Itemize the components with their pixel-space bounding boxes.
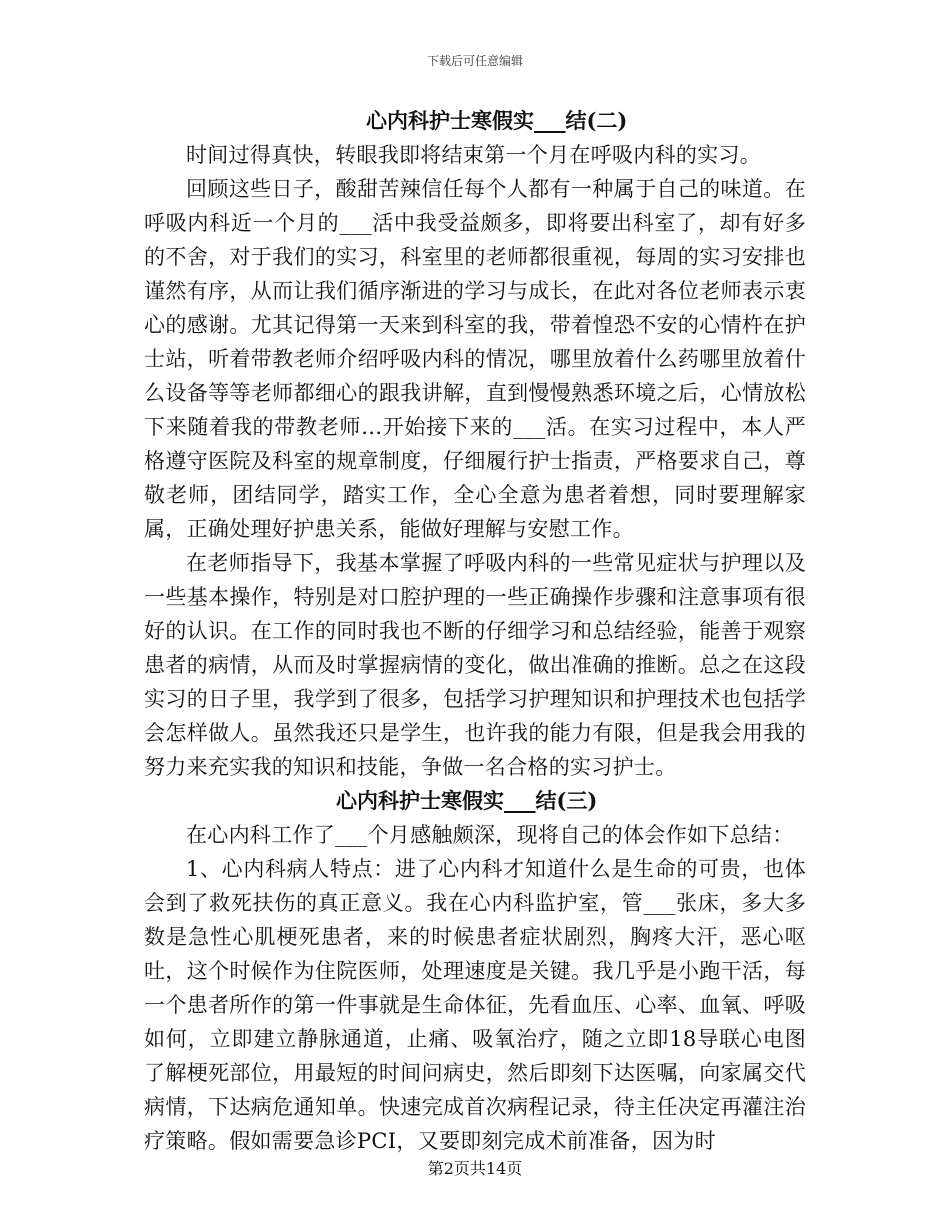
section-2	[144, 104, 806, 784]
page-header-note: 下载后可任意编辑	[426, 54, 523, 68]
paragraph: 在心内科工作了___个月感触颇深，现将自己的体会作如下总结：	[186, 823, 794, 847]
paragraph: 时间过得真快，转眼我即将结束第一个月在呼吸内科的实习。	[186, 143, 762, 167]
section-3	[144, 784, 806, 1158]
paragraph: 1、心内科病人特点：进了心内科才知道什么是生命的可贵，也体会到了救死扶伤的真正意义。我在心内科监护室，管___张床，多大多数是急性心肌梗死患者，来的时候患者症状剧烈，胸疼大汗，恶心呕吐，这个时候作为住院医师，处理速度是关键。我几乎是小跑干活，每一个患者所作的第一件事就是生命体征，先看血压、心率、血氧、呼吸如何，立即建立静脉通道，止痛、吸氧治疗，随之立即18导联心电图了解梗死部位，用最短的时间问病史，然后即刻下达医嘱，向家属交代病情，下达病危通知单。快速完成首次病程记录，待主任决定再灌注治疗策略。假如需要急诊PCI，又要即刻完成术前准备，因为时	[144, 857, 806, 1153]
document-body	[144, 104, 806, 1158]
paragraph: 回顾这些日子，酸甜苦辣信任每个人都有一种属于自己的味道。在呼吸内科近一个月的___活中我受益颇多，即将要出科室了，却有好多的不舍，对于我们的实习，科室里的老师都很重视，每周的实习安排也谨然有序，从而让我们循序渐进的学习与成长，在此对各位老师表示衷心的感谢。尤其记得第一天来到科室的我，带着惶恐不安的心情杵在护士站，听着带教老师介绍呼吸内科的情况，哪里放着什么药哪里放着什么设备等等老师都细心的跟我讲解，直到慢慢熟悉环境之后，心情放松下来随着我的带教老师…开始接下来的___活。在实习过程中，本人严格遵守医院及科室的规章制度，仔细履行护士指责，严格要求自己，尊敬老师，团结同学，踏实工作，全心全意为患者着想，同时要理解家属，正确处理好护患关系，能做好理解与安慰工作。	[144, 177, 806, 541]
page-indicator: 第2页共14页	[427, 1159, 523, 1178]
section-title: 心内科护士寒假实___结(二)	[366, 108, 628, 133]
paragraph: 在老师指导下，我基本掌握了呼吸内科的一些常见症状与护理以及一些基本操作，特别是对口腔护理的一些正确操作步骤和注意事项有很好的认识。在工作的同时我也不断的仔细学习和总结经验，能善于观察患者的病情，从而及时掌握病情的变化，做出准确的推断。总之在这段实习的日子里，我学到了很多，包括学习护理知识和护理技术也包括学会怎样做人。虽然我还只是学生，也许我的能力有限，但是我会用我的努力来充实我的知识和技能，争做一名合格的实习护士。	[144, 551, 806, 779]
section-title: 心内科护士寒假实___结(三)	[336, 788, 598, 813]
